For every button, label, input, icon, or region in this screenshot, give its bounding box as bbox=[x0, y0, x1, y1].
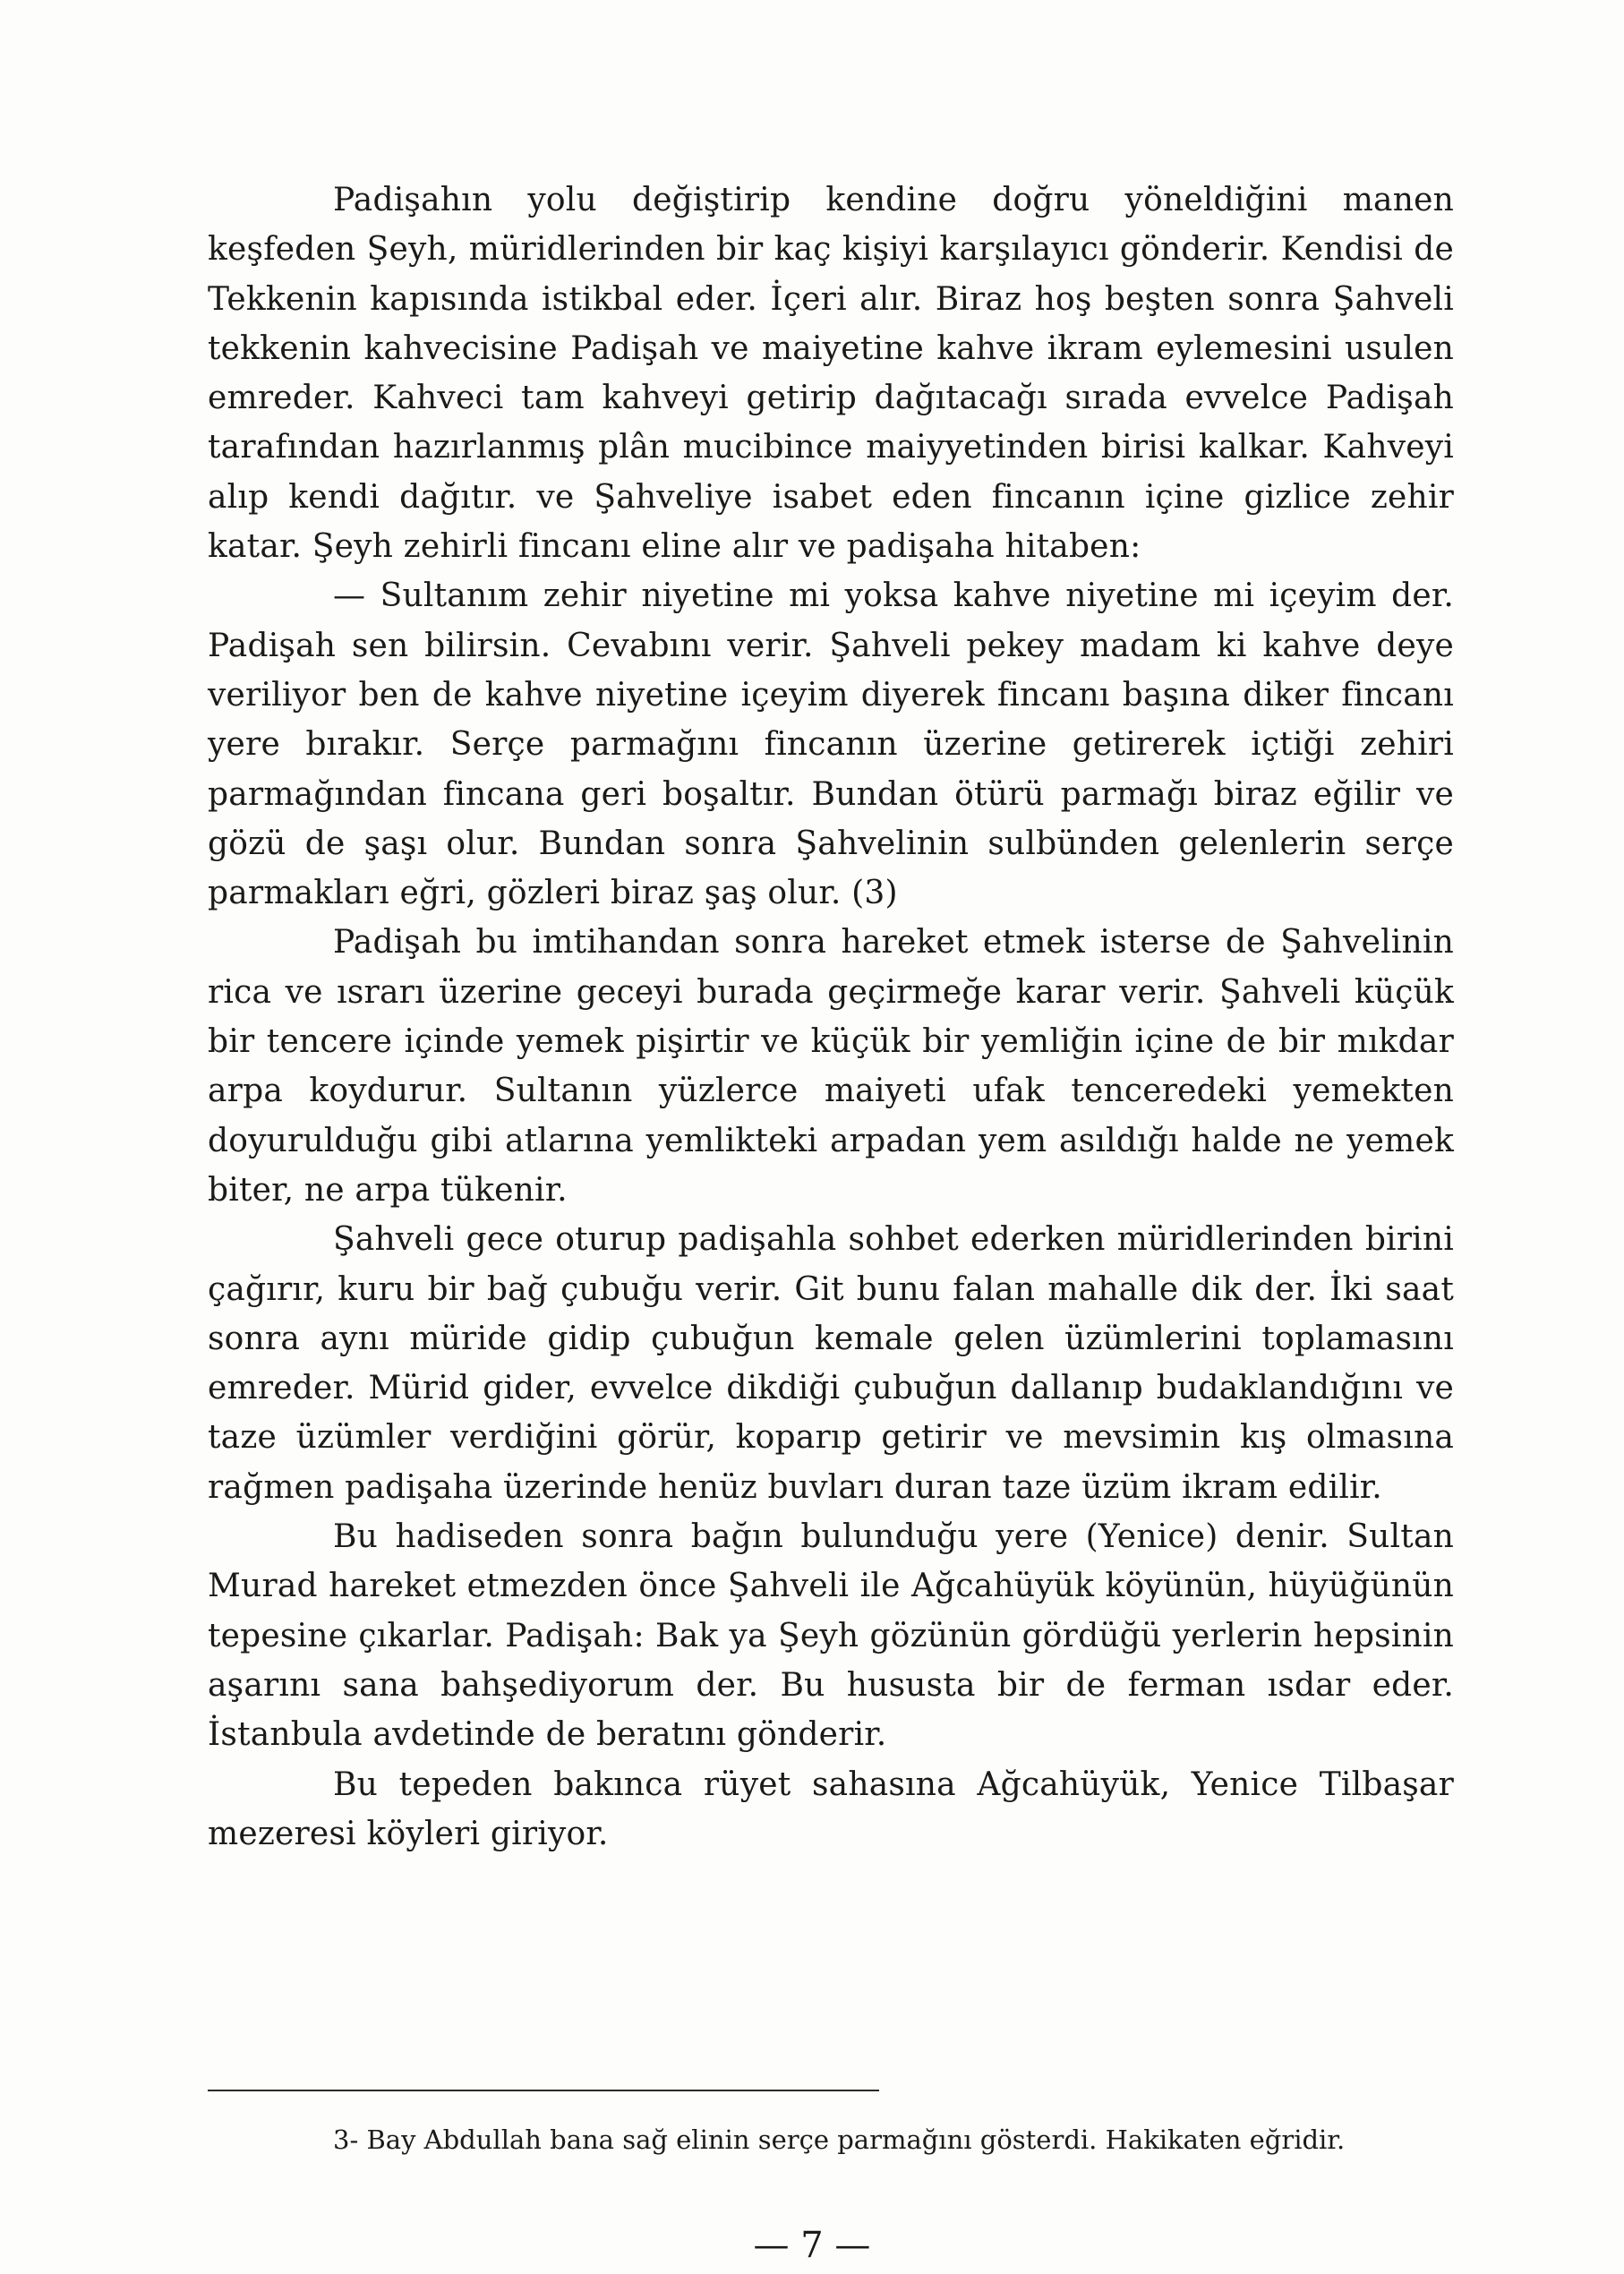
paragraph-3: Padişah bu imtihandan sonra hareket etmek isterse de Şahvelinin rica ve ısrarı üzerine geceyi burada geçirmeğe karar verir. Şahveli küçük bir tencere içinde yemek pişirtir ve küçük bir yemliğin içine de bir mıkdar arpa koydurur. Sultanın yüzlerce maiyeti ufak tenceredeki yemekten doyurulduğu gibi atlarına yemlikteki arpadan yem asıldığı halde ne yemek biter, ne arpa tükenir. bbox=[208, 924, 1454, 1209]
paragraph-2-dialogue: — Sultanım zehir niyetine mi yoksa kahve niyetine mi içeyim der. Padişah sen bilirsin. Cevabını verir. Şahveli pekey madam ki kahve deye veriliyor ben de kahve niyetine içeyim diyerek fincanı başına diker fincanı yere bırakır. Serçe parmağını fincanın üzerine getirerek içtiği zehiri parmağından fincana geri boşaltır. Bundan ötürü parmağı biraz eğilir ve gözü de şaşı olur. Bundan sonra Şahvelinin sulbünden gelenlerin serçe parmakları eğri, gözleri biraz şaş olur. (3) bbox=[208, 577, 1454, 912]
paragraph-1: Padişahın yolu değiştirip kendine doğru yöneldiğini manen keşfeden Şeyh, müridlerinden bir kaç kişiyi karşılayıcı gönderir. Kendisi de Tekkenin kapısında istikbal eder. İçeri alır. Biraz hoş beşten sonra Şahveli tekkenin kahvecisine Padişah ve maiyetine kahve ikram eylemesini usulen emreder. Kahveci tam kahveyi getirip dağıtacağı sırada evvelce Padişah tarafından hazırlanmış plân mucibince maiyyetinden birisi kalkar. Kahveyi alıp kendi dağıtır. ve Şahveliye isabet eden fincanın içine gizlice zehir katar. Şeyh zehirli fincanı eline alır ve padişaha hitaben: bbox=[208, 182, 1454, 566]
footnote bbox=[208, 2117, 1454, 2162]
footnote-separator bbox=[208, 2090, 879, 2091]
footnote-text: 3- Bay Abdullah bana sağ elinin serçe parmağını gösterdi. Hakikaten eğridir. bbox=[333, 2124, 1346, 2155]
paragraph-5: Bu hadiseden sonra bağın bulunduğu yere (Yenice) denir. Sultan Murad hareket etmezden önce Şahveli ile Ağcahüyük köyünün, hüyüğünün tepesine çıkarlar. Padişah: Bak ya Şeyh gözünün gördüğü yerlerin hepsinin aşarını sana bahşediyorum der. Bu hususta bir de ferman ısdar eder. İstanbula avdetinde de beratını gönderir. bbox=[208, 1518, 1454, 1754]
body-text bbox=[208, 175, 1454, 1859]
paragraph-4: Şahveli gece oturup padişahla sohbet ederken müridlerinden birini çağırır, kuru bir bağ çubuğu verir. Git bunu falan mahalle dik der. İki saat sonra aynı müride gidip çubuğun kemale gelen üzümlerini toplamasını emreder. Mürid gider, evvelce dikdiği çubuğun dallanıp budaklandığını ve taze üzümler verdiğini görür, koparıp getirir ve mevsimin kış olmasına rağmen padişaha üzerinde henüz buvları duran taze üzüm ikram edilir. bbox=[208, 1221, 1454, 1506]
page-number: — 7 — bbox=[753, 2225, 871, 2266]
paragraph-6: Bu tepeden bakınca rüyet sahasına Ağcahüyük, Yenice Tilbaşar mezeresi köyleri giriyor. bbox=[208, 1765, 1454, 1852]
